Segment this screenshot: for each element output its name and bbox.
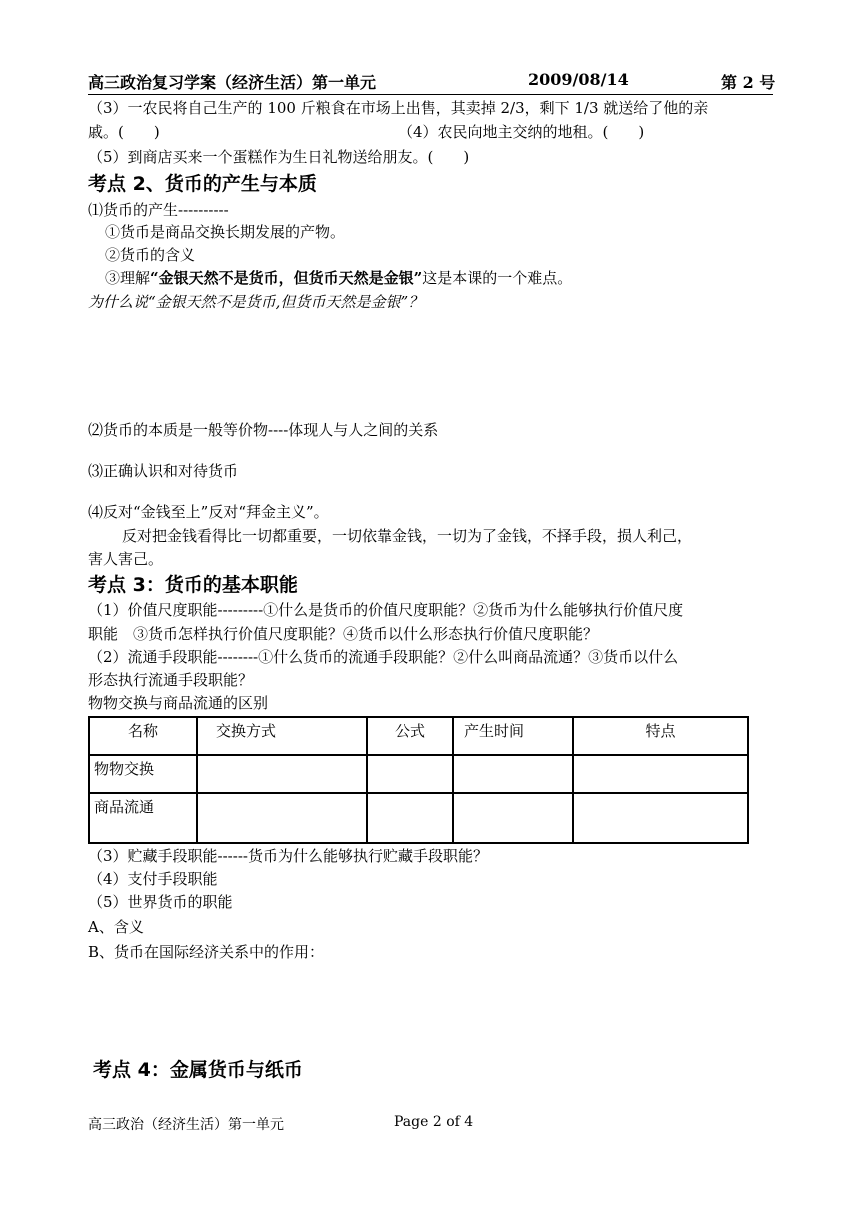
footer-title: 高三政治（经济生活）第一单元 [88,1117,284,1133]
section-3-item-3: （3）贮藏手段职能------货币为什么能够执行贮藏手段职能？ [88,847,488,865]
section-2-item-1c-post: 这是本课的一个难点。 [422,269,573,287]
table-cell: 物物交换 [89,755,197,793]
section-4-heading: 考点 4：金属货币与纸币 [93,1059,303,1081]
table-cell [573,755,748,793]
table-cell [367,755,453,793]
section-2-item-4-para2: 害人害己。 [88,550,164,568]
section-2-item-1: ⑴货币的产生---------- [88,201,229,219]
table-cell [197,755,367,793]
table-header-cell: 交换方式 [197,717,367,755]
header-date: 2009/08/14 [528,70,629,89]
table-cell [453,755,573,793]
section-2-item-1c-pre: ③理解 [105,269,151,287]
header-issue: 第 2 号 [721,73,776,92]
question-3-line1: （3）一农民将自己生产的 100 斤粮食在市场上出售，其卖掉 2/3，剩下 1/3 就送给了他的亲 [88,99,709,117]
section-3-item-a: A、含义 [88,918,144,936]
header-rule [88,94,773,95]
footer-page-number: Page 2 of 4 [394,1114,474,1130]
table-cell [367,793,453,843]
table-cell [197,793,367,843]
table-row [89,755,748,793]
question-5: （5）到商店买来一个蛋糕作为生日礼物送给朋友。( ) [88,148,470,166]
comparison-table [88,716,749,844]
section-3-heading: 考点 3：货币的基本职能 [88,574,298,596]
table-cell [453,793,573,843]
section-2-item-1a: ①货币是商品交换长期发展的产物。 [105,223,346,241]
section-2-item-2: ⑵货币的本质是一般等价物----体现人与人之间的关系 [88,421,439,439]
section-2-item-1b: ②货币的含义 [105,246,196,264]
section-3-item-5: （5）世界货币的职能 [88,893,233,911]
table-header-cell: 特点 [573,717,748,755]
question-4: （4）农民向地主交纳的地租。( ) [398,123,645,141]
section-3-item-1-line2: 职能 ③货币怎样执行价值尺度职能？④货币以什么形态执行价值尺度职能？ [88,625,599,643]
table-header-cell: 产生时间 [453,717,573,755]
table-caption: 物物交换与商品流通的区别 [88,694,269,712]
question-3-line2: 戚。( ) [88,123,160,141]
table-header-cell: 公式 [367,717,453,755]
table-cell [573,793,748,843]
table-cell: 商品流通 [89,793,197,843]
header-title: 高三政治复习学案（经济生活）第一单元 [88,73,377,92]
section-3-item-b: B、货币在国际经济关系中的作用： [88,943,325,961]
section-2-item-4: ⑷反对“金钱至上”反对“拜金主义”。 [88,503,329,521]
table-header-cell: 名称 [89,717,197,755]
section-2-question: 为什么说“金银天然不是货币,但货币天然是金银”？ [88,293,424,311]
table-header-row [89,717,748,755]
section-2-item-4-para1: 反对把金钱看得比一切都重要，一切依靠金钱，一切为了金钱，不择手段，损人利己， [122,527,693,545]
table-row [89,793,748,843]
section-2-item-1c-bold: “金银天然不是货币，但货币天然是金银” [150,269,423,287]
section-3-item-2-line1: （2）流通手段职能--------①什么货币的流通手段职能？②什么叫商品流通？③货币以什么 [88,648,679,666]
section-2-item-3: ⑶正确认识和对待货币 [88,462,239,480]
section-3-item-4: （4）支付手段职能 [88,870,218,888]
section-2-item-1c [105,268,572,288]
section-3-item-1-line1: （1）价值尺度职能---------①什么是货币的价值尺度职能？②货币为什么能够执行价值尺度 [88,601,684,619]
section-2-heading: 考点 2、货币的产生与本质 [88,173,317,195]
section-3-item-2-line2: 形态执行流通手段职能？ [88,671,254,689]
